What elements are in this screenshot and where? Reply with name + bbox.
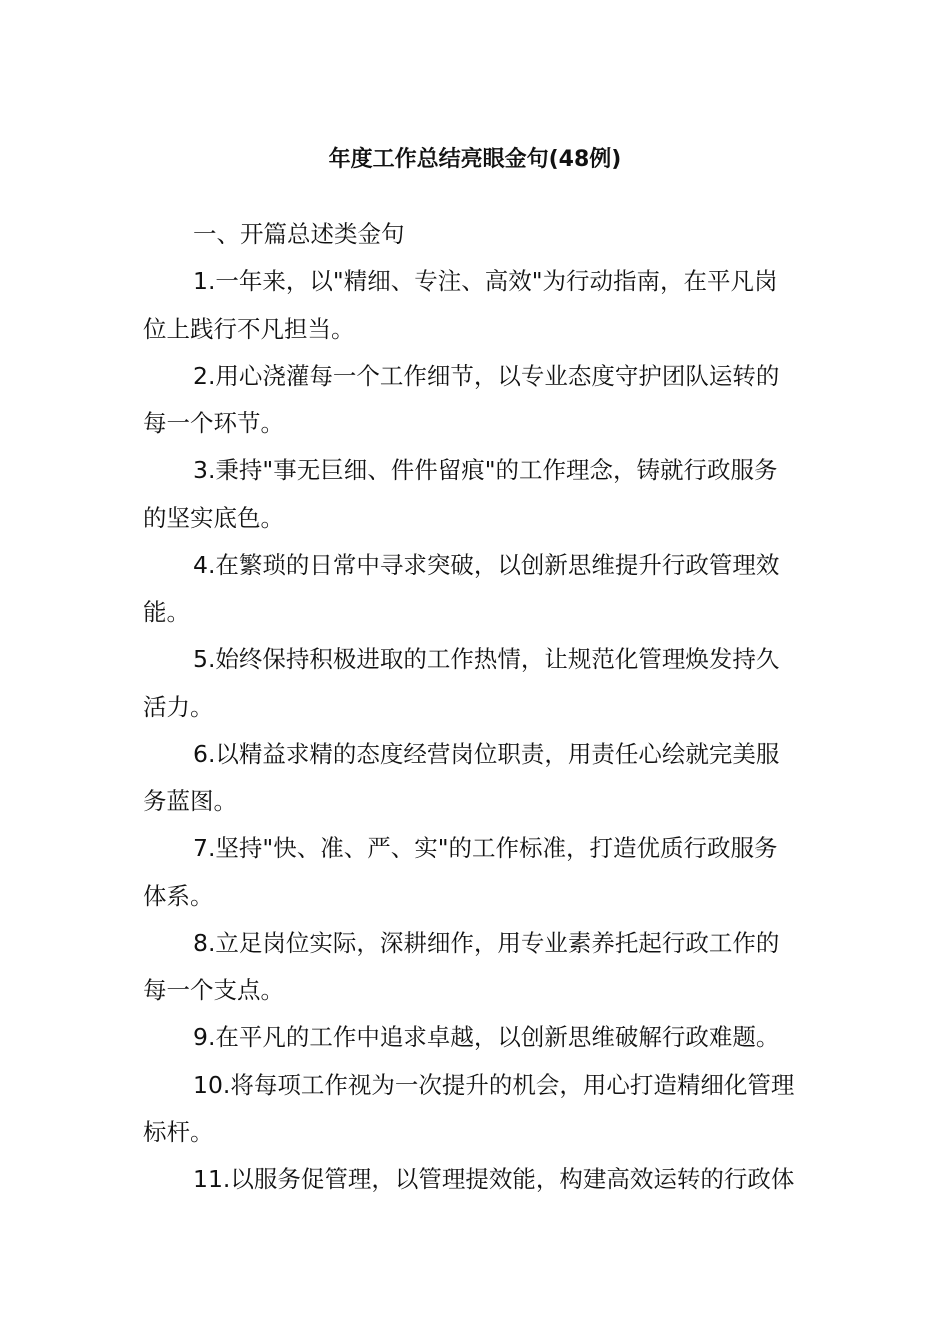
item-line: 的坚实底色。 [143, 503, 284, 532]
item-line: 11.以服务促管理，以管理提效能，构建高效运转的行政体 [193, 1165, 795, 1193]
list-item [143, 545, 813, 640]
item-line: 9.在平凡的工作中追求卓越，以创新思维破解行政难题。 [193, 1023, 780, 1052]
list-item [143, 1017, 813, 1064]
document-title: 年度工作总结亮眼金句(48例) [328, 147, 622, 172]
document-body [143, 214, 813, 1206]
list-item [143, 1065, 813, 1160]
item-line: 10.将每项工作视为一次提升的机会，用心打造精细化管理 [193, 1070, 795, 1099]
list-item [143, 261, 813, 356]
list-item [143, 828, 813, 923]
item-line: 7.坚持"快、准、严、实"的工作标准，打造优质行政服务 [193, 834, 778, 863]
item-line: 每一个环节。 [143, 409, 284, 437]
list-item [143, 450, 813, 545]
item-line: 标杆。 [143, 1117, 214, 1146]
item-line: 务蓝图。 [143, 787, 237, 815]
list-item [143, 734, 813, 829]
item-line: 1.一年来，以"精细、专注、高效"为行动指南，在平凡岗 [193, 267, 778, 296]
item-line: 8.立足岗位实际，深耕细作，用专业素养托起行政工作的 [193, 928, 780, 957]
item-line: 位上践行不凡担当。 [143, 314, 355, 343]
item-line: 活力。 [143, 692, 214, 721]
list-item [143, 639, 813, 734]
section-heading: 一、开篇总述类金句 [193, 220, 405, 248]
item-line: 4.在繁琐的日常中寻求突破，以创新思维提升行政管理效 [193, 550, 780, 579]
item-line: 3.秉持"事无巨细、件件留痕"的工作理念，铸就行政服务 [193, 456, 778, 485]
item-line: 5.始终保持积极进取的工作热情，让规范化管理焕发持久 [193, 645, 780, 674]
item-line: 体系。 [143, 881, 214, 910]
item-line: 每一个支点。 [143, 976, 284, 1004]
item-line: 2.用心浇灌每一个工作细节，以专业态度守护团队运转的 [193, 361, 780, 390]
item-line: 6.以精益求精的态度经营岗位职责，用责任心绘就完美服 [193, 739, 780, 768]
item-line: 能。 [143, 598, 190, 626]
list-item [143, 356, 813, 451]
item-list [143, 261, 813, 1206]
list-item [143, 1159, 813, 1206]
list-item [143, 923, 813, 1018]
